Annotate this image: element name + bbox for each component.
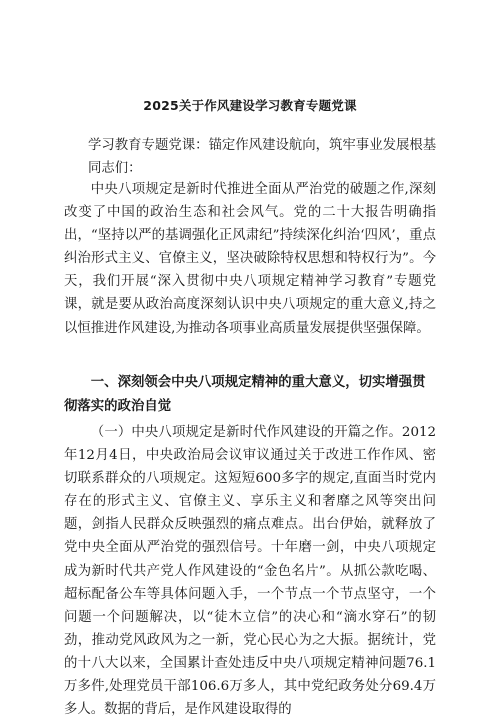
section-heading: 一、深刻领会中央八项规定精神的重大意义，切实增强贯彻落实的政治自觉 [64,375,426,414]
section-paragraph: （一）中央八项规定是新时代作风建设的开篇之作。2012年12月4日，中央政治局会议审议通过关于改进工作作风、密切联系群众的八项规定。这短短600多字的规定,直面当时党内存在的形式主义、官僚主义、享乐主义和奢靡之风等突出问题，剑指人民群众反映强烈的痛点难点。出台伊始，就释放了党中央全面从严治党的强烈信号。十年磨一剑，中央八项规定成为新时代共产党人作风建设的“金色名片”。从抓公款吃喝、超标配备公车等具体问题入手，一个节点一个节点坚守，一个问题一个问题解决，以“徒木立信”的决心和“滴水穿石”的韧劲，推动党风政风为之一新，党心民心为之大振。据统计，党的十八大以来，全国累计查处违反中央八项规定精神问题76.1万多件,处理党员干部106.6万多人，其中党纪政务处分69.4万多人。数据的背后，是作风建设取得的 [64,425,436,718]
intro-paragraph: 中央八项规定是新时代推进全面从严治党的破题之作,深刻改变了中国的政治生态和社会风气。党的二十大报告明确指出，“坚持以严的基调强化正风肃纪”持续深化纠治‘四风’，重点纠治形式主义、官僚主义，坚决破除特权思想和特权行为”。今天，我们开展“深入贯彻中央八项规定精神学习教育”专题党课，就是要从政治高度深刻认识中央八项规定的重大意义,持之以恒推进作风建设,为推动各项事业高质量发展提供坚强保障。 [64,182,436,336]
section-body [64,421,436,721]
document-subtitle: 学习教育专题党课：锚定作风建设航向，筑牢事业发展根基 [88,138,437,153]
document-title: 2025关于作风建设学习教育专题党课 [143,98,357,113]
greeting: 同志们： [88,161,142,176]
intro-section [64,178,436,340]
